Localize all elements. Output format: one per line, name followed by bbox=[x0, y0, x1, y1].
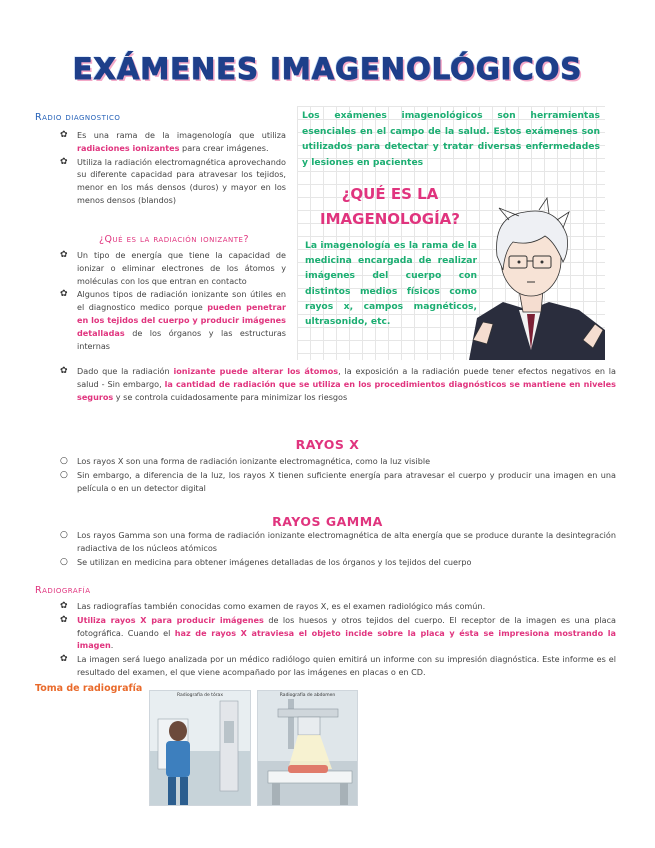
chest-xray-photo bbox=[149, 690, 251, 806]
rayos-x-list bbox=[60, 455, 616, 495]
flower-bullet-icon: ✿ bbox=[60, 289, 68, 300]
list-item: ○ Los rayos X son una forma de radiación ionizante electromagnética, como la luz visible bbox=[60, 456, 431, 466]
circle-bullet-icon: ○ bbox=[60, 556, 68, 567]
photo-label: Radiografía de tórax bbox=[177, 693, 223, 698]
radio-diagnostico-list bbox=[60, 129, 286, 208]
photo-label: Radiografía de abdomen bbox=[279, 693, 336, 698]
list-item: ○ Sin embargo, a diferencia de la luz, los rayos X tienen suficiente energía para atravesar el cuerpo y producir una imagen en una película o en un detector digital bbox=[60, 469, 616, 493]
toma-caption: Toma de radiografía bbox=[35, 683, 143, 694]
rayos-gamma-list bbox=[60, 529, 616, 569]
list-item: ✿ Utiliza rayos X para producir imágenes de los huesos y otros tejidos del cuerpo. El receptor de la imagen es una placa fotográfica. Cuando el haz de rayos X atraviesa el objeto incide sobre la placa y ésta se impresiona mostrando la imagen. bbox=[60, 614, 617, 651]
rayos-x-heading: RAYOS X bbox=[295, 437, 360, 452]
anime-character-illustration bbox=[469, 190, 605, 360]
radiacion-wide-list bbox=[60, 365, 616, 404]
note-question: ¿QUÉ ES LA IMAGENOLOGÍA? bbox=[320, 185, 460, 228]
list-item: ○ Los rayos Gamma son una forma de radiación ionizante electromagnética de alta energía que se produce durante la desintegración radiactiva de los núcleos atómicos bbox=[60, 530, 616, 553]
circle-bullet-icon: ○ bbox=[60, 456, 68, 466]
list-item: ✿ Un tipo de energía que tiene la capacidad de ionizar o eliminar electrones de los átomos y moléculas con los que entran en contacto bbox=[60, 250, 286, 286]
list-item: ✿ La imagen será luego analizada por un médico radiólogo quien emitirá un informe con su impresión diagnóstica. Este informe es el resultado del examen, el que viene acompañado por las imágenes en placas o en CD. bbox=[60, 654, 616, 677]
page-title: EXÁMENES IMAGENOLÓGICOS bbox=[72, 52, 583, 86]
radiografia-list bbox=[60, 600, 616, 680]
list-item: ✿ Es una rama de la imagenología que utiliza radiaciones ionizantes para crear imágenes. bbox=[60, 130, 286, 153]
flower-bullet-icon: ✿ bbox=[60, 601, 68, 611]
imagenologia-note bbox=[297, 106, 605, 360]
flower-bullet-icon: ✿ bbox=[60, 654, 68, 665]
flower-bullet-icon: ✿ bbox=[60, 614, 68, 625]
list-item: ✿ Dado que la radiación ionizante puede alterar los átomos, la exposición a la radiación puede tener efectos negativos en la salud - Sin embargo, la cantidad de radiación que se utiliza en los procedimientos diagnósticos se mantiene en niveles seguros y se controla cuidadosamente para minimizar los riesgos bbox=[60, 366, 616, 402]
list-item: ○ Se utilizan en medicina para obtener imágenes detalladas de los órganos y los tejidos del cuerpo bbox=[60, 556, 472, 567]
circle-bullet-icon: ○ bbox=[60, 469, 68, 480]
flower-bullet-icon: ✿ bbox=[60, 250, 68, 260]
rayos-gamma-heading: RAYOS GAMMA bbox=[272, 514, 383, 529]
flower-bullet-icon: ✿ bbox=[60, 366, 68, 376]
radiografia-heading: Radiografía bbox=[35, 585, 91, 596]
list-item: ✿ Algunos tipos de radiación ionizante son útiles en el diagnostico medico porque pueden penetrar en los tejidos del cuerpo y producir imágenes detalladas de los órganos y las estructuras internas bbox=[60, 289, 286, 351]
radiacion-ionizante-list bbox=[60, 249, 286, 353]
circle-bullet-icon: ○ bbox=[60, 530, 68, 540]
note-definition: La imagenología es la rama de la medicina encargada de realizar imágenes del cuerpo con distintos medios físicos como rayos x, campos magnéticos, ultrasonido, etc. bbox=[305, 240, 477, 328]
flower-bullet-icon: ✿ bbox=[60, 156, 68, 167]
radiacion-ionizante-heading: ¿Qué es la radiación ionizante? bbox=[99, 234, 249, 245]
abdomen-xray-photo bbox=[257, 690, 358, 806]
note-intro: Los exámenes imagenológicos son herramientas esenciales en el campo de la salud. Estos exámenes son utilizados para detectar y tratar diversas enfermedades y lesiones en pacientes bbox=[302, 110, 600, 168]
list-item: ✿ Utiliza la radiación electromagnética aprovechando su diferente capacidad para atravesar los tejidos, menor en los más densos (duros) y mayor en los menos densos (blandos) bbox=[60, 156, 286, 205]
radio-diagnostico-heading: Radio diagnostico bbox=[35, 112, 121, 123]
flower-bullet-icon: ✿ bbox=[60, 130, 68, 140]
list-item: ✿ Las radiografías también conocidas como examen de rayos X, es el examen radiológico más común. bbox=[60, 601, 486, 611]
